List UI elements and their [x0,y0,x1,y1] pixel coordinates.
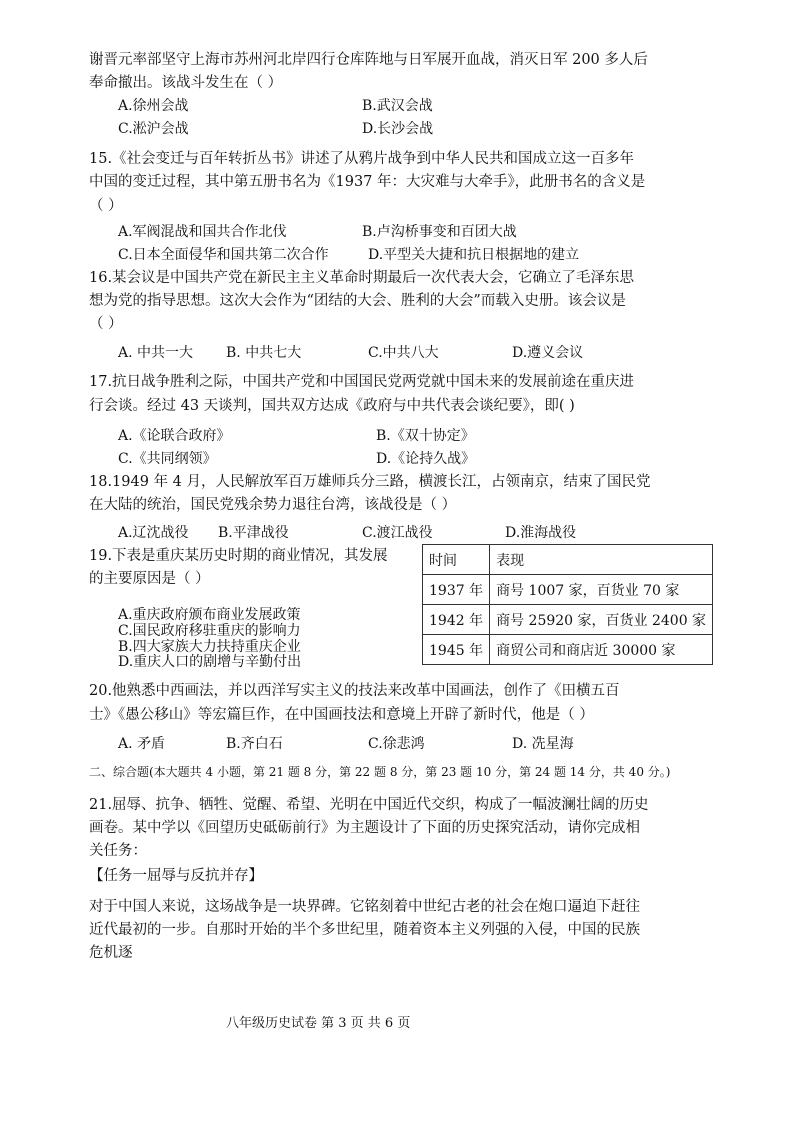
q16-option-b[interactable]: B. 中共七大 [226,345,302,361]
q21-paragraph-line2: 近代最初的一步。自那时开始的半个多世纪里，随着资本主义列强的入侵，中国的民族 [89,922,640,938]
q21-text-line2: 画卷。某中学以《回望历史砥砺前行》为主题设计了下面的历史探究活动，请你完成相 [89,820,640,836]
q20-option-b[interactable]: B.齐白石 [226,736,283,752]
q14-option-b[interactable]: B.武汉会战 [362,98,433,114]
q19-option-b[interactable]: B.四大家族大力扶持重庆企业 [118,639,301,655]
q20-option-d[interactable]: D. 冼星海 [512,736,574,752]
q18-option-d[interactable]: D.淮海战役 [505,525,577,541]
q14-text-line2: 奉命撤出。该战斗发生在（ ） [89,75,283,91]
q20-text-line2: 士》《愚公移山》等宏篇巨作，在中国画技法和意境上开辟了新时代，他是（ ） [89,707,594,723]
q20-text-line1: 20.他熟悉中西画法，并以西洋写实主义的技法来改革中国画法，创作了《田横五百 [89,683,620,699]
q17-option-d[interactable]: D.《论持久战》 [376,451,476,467]
q14-option-d[interactable]: D.长沙会战 [362,121,434,137]
q20-option-c[interactable]: C.徐悲鸿 [368,736,425,752]
table-cell: 商号 1007 家，百货业 70 家 [490,575,713,605]
table-row [423,635,713,665]
q16-option-d[interactable]: D.遵义会议 [512,345,584,361]
q19-text-line2: 的主要原因是（ ） [89,571,210,587]
q19-option-c[interactable]: C.国民政府移驻重庆的影响力 [118,623,301,639]
table-header-row [423,545,713,575]
table-row [423,605,713,635]
q17-option-b[interactable]: B.《双十协定》 [376,428,475,444]
q15-option-c[interactable]: C.日本全面侵华和国共第二次合作 [118,247,329,263]
table-cell: 商号 25920 家，百货业 2400 家 [490,605,713,635]
q14-option-a[interactable]: A.徐州会战 [118,98,189,114]
table-header-cell: 表现 [490,545,713,575]
table-cell: 商贸公司和商店近 30000 家 [490,635,713,665]
q21-paragraph-line1: 对于中国人来说，这场战争是一块界碑。它铭刻着中世纪古老的社会在炮口逼迫下赶往 [89,899,640,915]
q16-text-line2: 想为党的指导思想。这次大会作为“团结的大会、胜利的大会”而载入史册。该会议是 [89,293,626,309]
q16-text-line3: （ ） [89,316,123,332]
q18-option-c[interactable]: C.渡江战役 [362,525,433,541]
q17-option-a[interactable]: A.《论联合政府》 [118,428,231,444]
q18-option-b[interactable]: B.平津战役 [218,525,289,541]
section-heading: 二、综合题(本大题共 4 小题，第 21 题 8 分，第 22 题 8 分，第 23 题 10 分，第 24 题 14 分，共 40 分。) [89,765,671,779]
q21-text-line3: 关任务： [89,843,147,859]
q21-text-line1: 21.屈辱、抗争、牺牲、觉醒、希望、光明在中国近代交织，构成了一幅波澜壮阔的历史 [89,797,649,813]
q14-option-c[interactable]: C.淞沪会战 [118,121,189,137]
q20-option-a[interactable]: A. 矛盾 [118,736,166,752]
q15-text-line1: 15.《社会变迁与百年转折丛书》讲述了从鸦片战争到中华人民共和国成立这一百多年 [89,151,635,167]
q19-option-a[interactable]: A.重庆政府颁布商业发展政策 [118,607,301,623]
q16-option-c[interactable]: C.中共八大 [368,345,439,361]
q19-option-d[interactable]: D.重庆人口的剧增与辛勤付出 [118,654,302,670]
table-header-cell: 时间 [423,545,490,575]
q18-text-line2: 在大陆的统治，国民党残余势力退往台湾，该战役是（ ） [89,497,457,513]
q14-text-line1: 谢晋元率部坚守上海市苏州河北岸四行仓库阵地与日军展开血战，消灭日军 200 多人后 [89,52,648,68]
table-cell: 1942 年 [423,605,490,635]
commerce-table [422,544,713,665]
q17-text-line1: 17.抗日战争胜利之际，中国共产党和中国国民党两党就中国未来的发展前途在重庆进 [89,374,635,390]
q15-option-b[interactable]: B.卢沟桥事变和百团大战 [362,224,517,240]
table-row [423,575,713,605]
q18-option-a[interactable]: A.辽沈战役 [118,525,189,541]
q16-text-line1: 16.某会议是中国共产党在新民主主义革命时期最后一次代表大会，它确立了毛泽东思 [89,270,635,286]
q15-option-d[interactable]: D.平型关大捷和抗日根据地的建立 [368,247,580,263]
q15-text-line2: 中国的变迁过程，其中第五册书名为《1937 年：大灾难与大牵手》，此册书名的含义是 [89,174,646,190]
q21-task-heading: 【任务一屈辱与反抗并存】 [89,868,263,884]
q15-text-line3: （ ） [89,198,123,214]
q17-text-line2: 行会谈。经过 43 天谈判，国共双方达成《政府与中共代表会谈纪要》，即( ) [89,398,575,414]
q16-option-a[interactable]: A. 中共一大 [118,345,194,361]
q15-option-a[interactable]: A.军阀混战和国共合作北伐 [118,224,287,240]
page-footer: 八年级历史试卷 第 3 页 共 6 页 [226,1016,411,1031]
table-cell: 1945 年 [423,635,490,665]
q18-text-line1: 18.1949 年 4 月，人民解放军百万雄师兵分三路，横渡长江，占领南京，结束了国民党 [89,474,651,490]
q17-option-c[interactable]: C.《共同纲领》 [118,451,217,467]
q19-text-line1: 19.下表是重庆某历史时期的商业情况，其发展 [89,548,388,564]
q21-paragraph-line3: 危机逐 [89,945,133,961]
table-cell: 1937 年 [423,575,490,605]
